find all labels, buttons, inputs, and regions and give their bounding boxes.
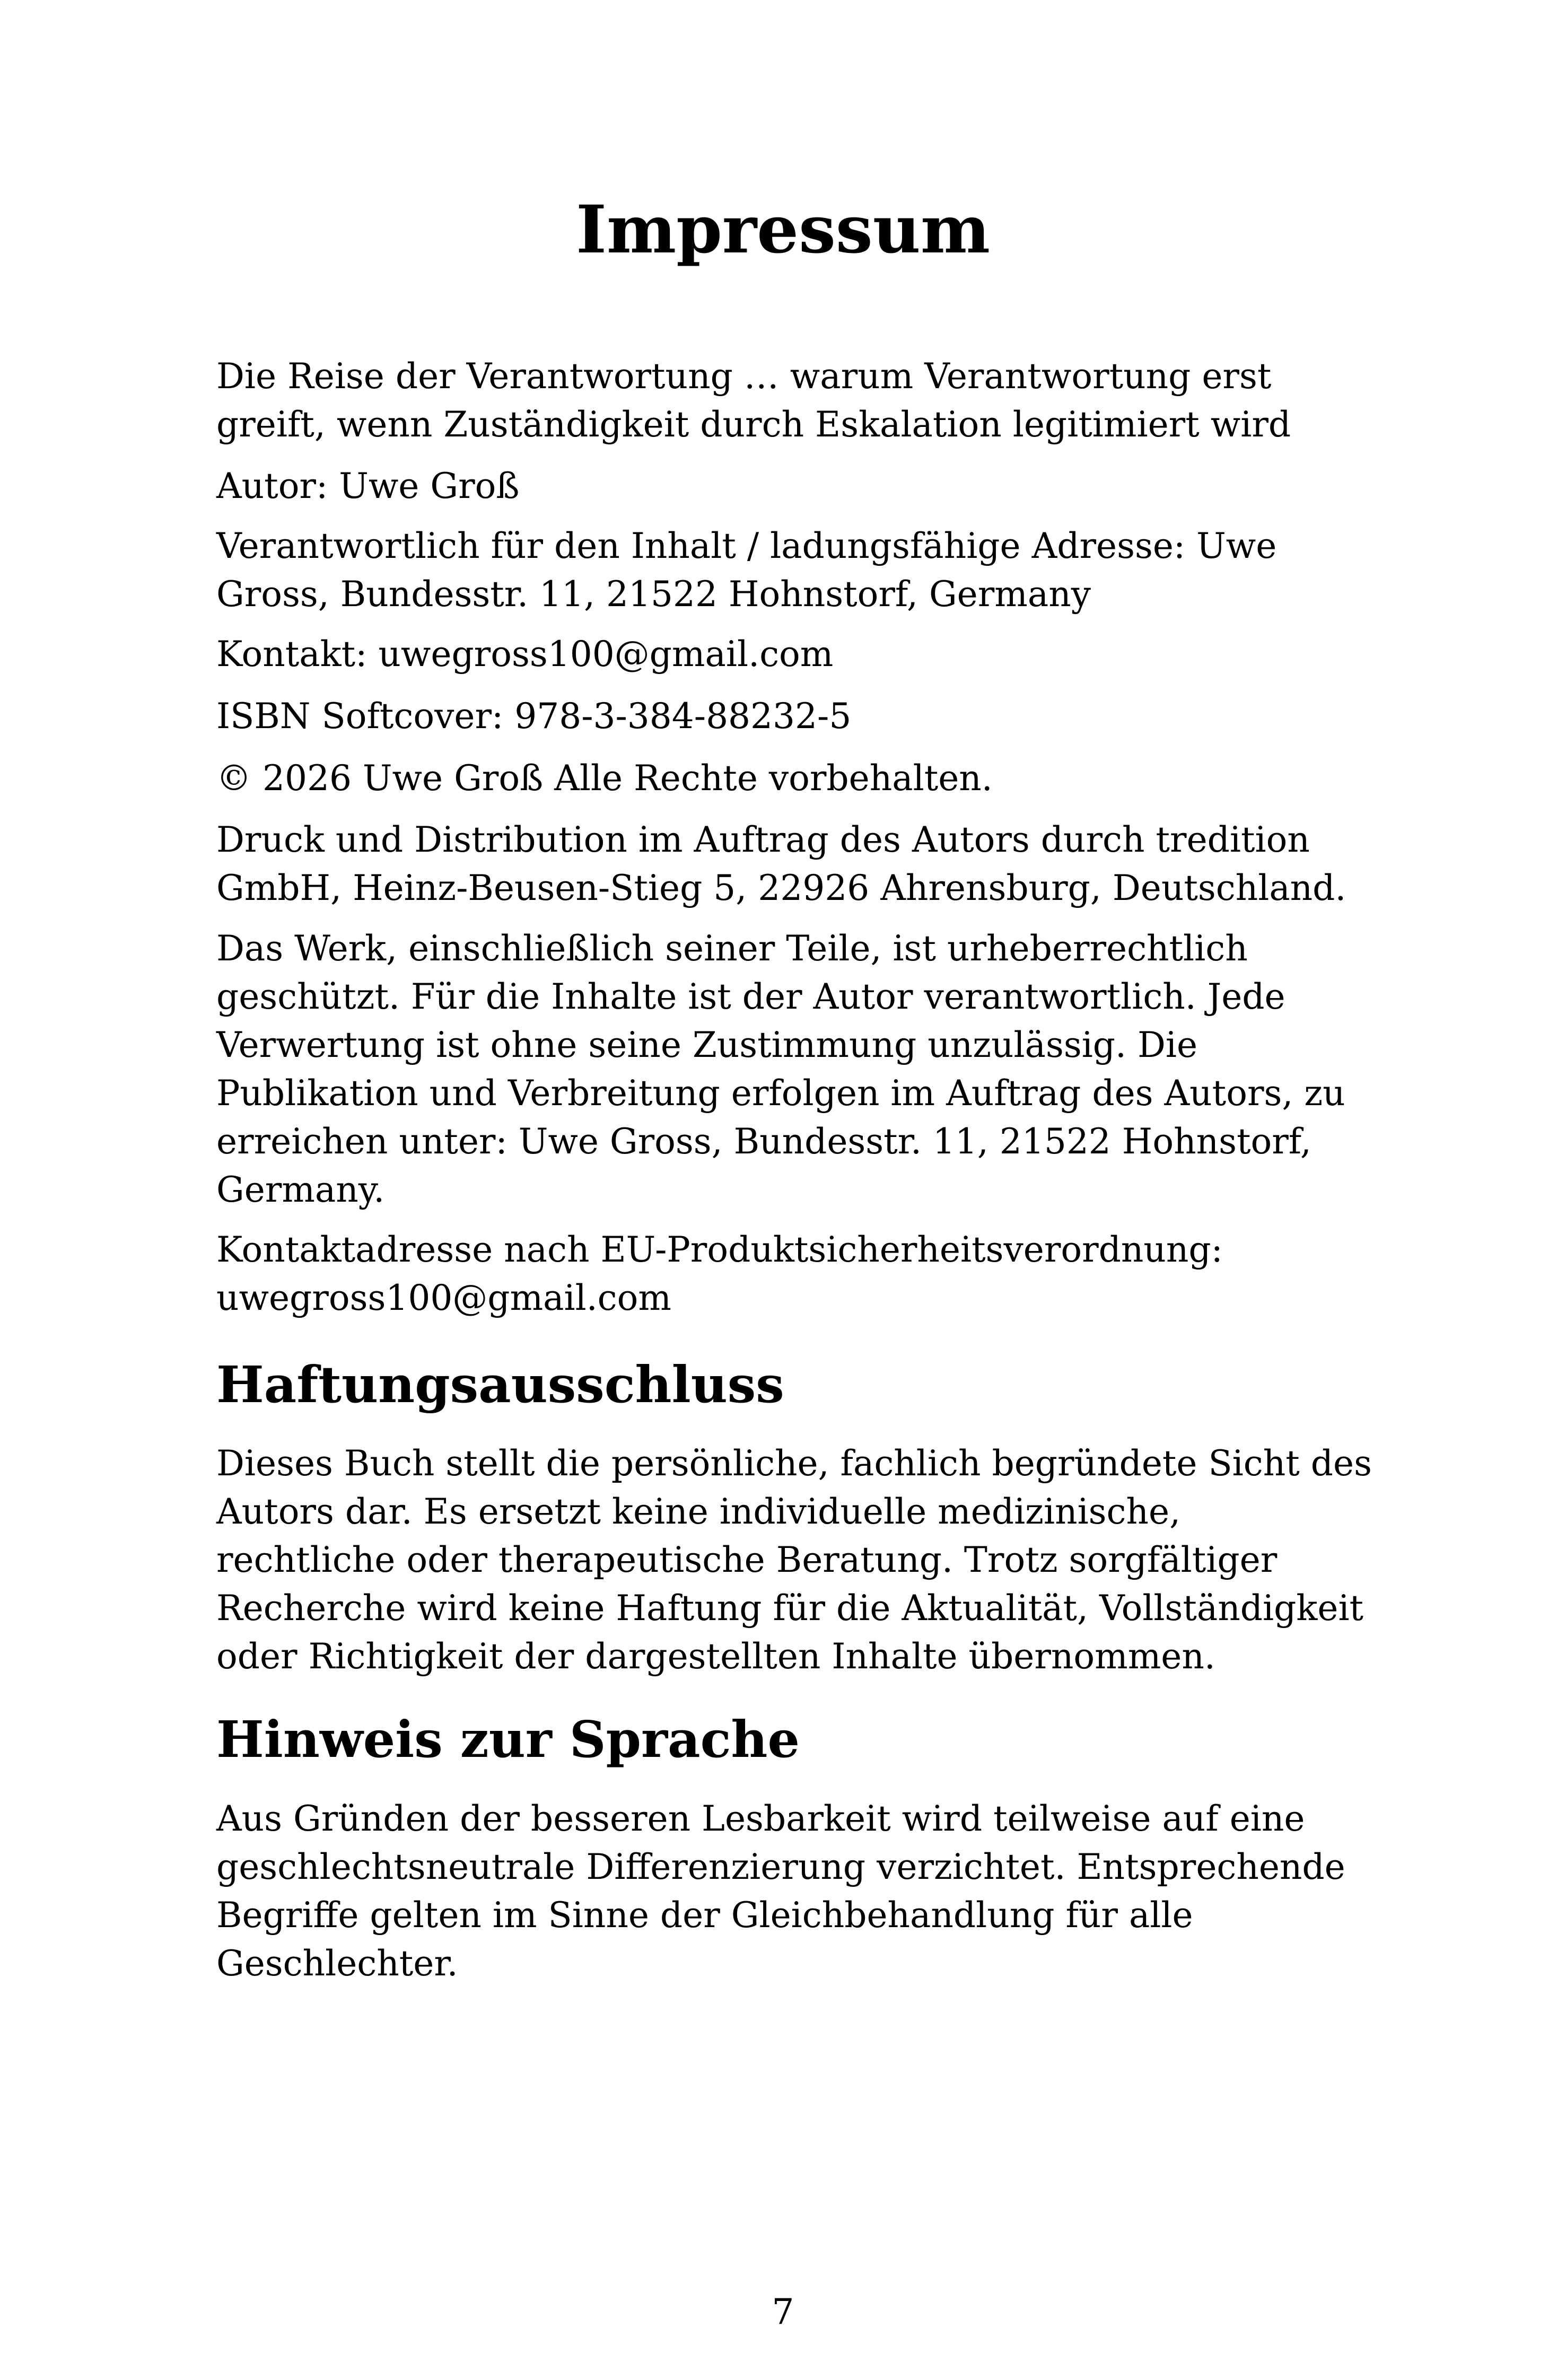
responsible-paragraph	[216, 522, 1410, 618]
copyright-paragraph	[216, 754, 1410, 802]
page-title: Impressum	[575, 191, 991, 268]
text-line: Kontaktadresse nach EU-Produktsicherheitsverordnung:	[216, 1229, 1223, 1270]
text-line: © 2026 Uwe Groß Alle Rechte vorbehalten.	[216, 758, 993, 799]
text-line: Kontakt: uwegross100@gmail.com	[216, 634, 834, 675]
text-line: Germany.	[216, 1169, 385, 1210]
text-line: Verwertung ist ohne seine Zustimmung unzulässig. Die	[216, 1025, 1198, 1065]
text-line: Aus Gründen der besseren Lesbarkeit wird teilweise auf eine	[216, 1798, 1305, 1839]
text-line: geschlechtsneutrale Differenzierung verzichtet. Entsprechende	[216, 1847, 1345, 1887]
contact-paragraph	[216, 630, 1410, 678]
text-line: Gross, Bundesstr. 11, 21522 Hohnstorf, Germany	[216, 574, 1091, 615]
text-line: Publikation und Verbreitung erfolgen im Auftrag des Autors, zu	[216, 1073, 1345, 1114]
copyright-notice-paragraph	[216, 924, 1410, 1214]
text-line: Recherche wird keine Haftung für die Aktualität, Vollständigkeit	[216, 1588, 1364, 1629]
text-line: erreichen unter: Uwe Gross, Bundesstr. 11, 21522 Hohnstorf,	[216, 1121, 1311, 1162]
text-line: greift, wenn Zuständigkeit durch Eskalation legitimiert wird	[216, 404, 1291, 445]
isbn-paragraph	[216, 692, 1410, 740]
text-line: Das Werk, einschließlich seiner Teile, ist urheberrechtlich	[216, 928, 1248, 969]
text-line: uwegross100@gmail.com	[216, 1278, 671, 1318]
text-line: rechtliche oder therapeutische Beratung. Trotz sorgfältiger	[216, 1539, 1278, 1580]
disclaimer-heading: Haftungsausschluss	[216, 1355, 784, 1414]
text-line: ISBN Softcover: 978-3-384-88232-5	[216, 696, 852, 737]
text-line: Verantwortlich für den Inhalt / ladungsfähige Adresse: Uwe	[216, 526, 1277, 566]
eu-contact-paragraph	[216, 1226, 1410, 1322]
text-line: Druck und Distribution im Auftrag des Autors durch tredition	[216, 819, 1310, 860]
text-line: Autor: Uwe Groß	[216, 466, 520, 506]
page-number: 7	[772, 2291, 794, 2332]
book-title-paragraph	[216, 352, 1410, 449]
language-note-heading: Hinweis zur Sprache	[216, 1710, 800, 1769]
disclaimer-paragraph	[216, 1439, 1410, 1681]
text-line: Dieses Buch stellt die persönliche, fachlich begründete Sicht des	[216, 1443, 1372, 1484]
text-line: oder Richtigkeit der dargestellten Inhalte übernommen.	[216, 1636, 1215, 1677]
text-line: Die Reise der Verantwortung … warum Verantwortung erst	[216, 356, 1272, 397]
text-line: Autors dar. Es ersetzt keine individuelle medizinische,	[216, 1491, 1181, 1532]
printing-paragraph	[216, 816, 1410, 912]
text-line: GmbH, Heinz-Beusen-Stieg 5, 22926 Ahrensburg, Deutschland.	[216, 868, 1346, 908]
text-line: geschützt. Für die Inhalte ist der Autor verantwortlich. Jede	[216, 976, 1285, 1017]
language-note-paragraph	[216, 1795, 1410, 1988]
text-line: Geschlechter.	[216, 1943, 458, 1984]
text-line: Begriffe gelten im Sinne der Gleichbehandlung für alle	[216, 1895, 1193, 1936]
author-paragraph	[216, 462, 1410, 510]
